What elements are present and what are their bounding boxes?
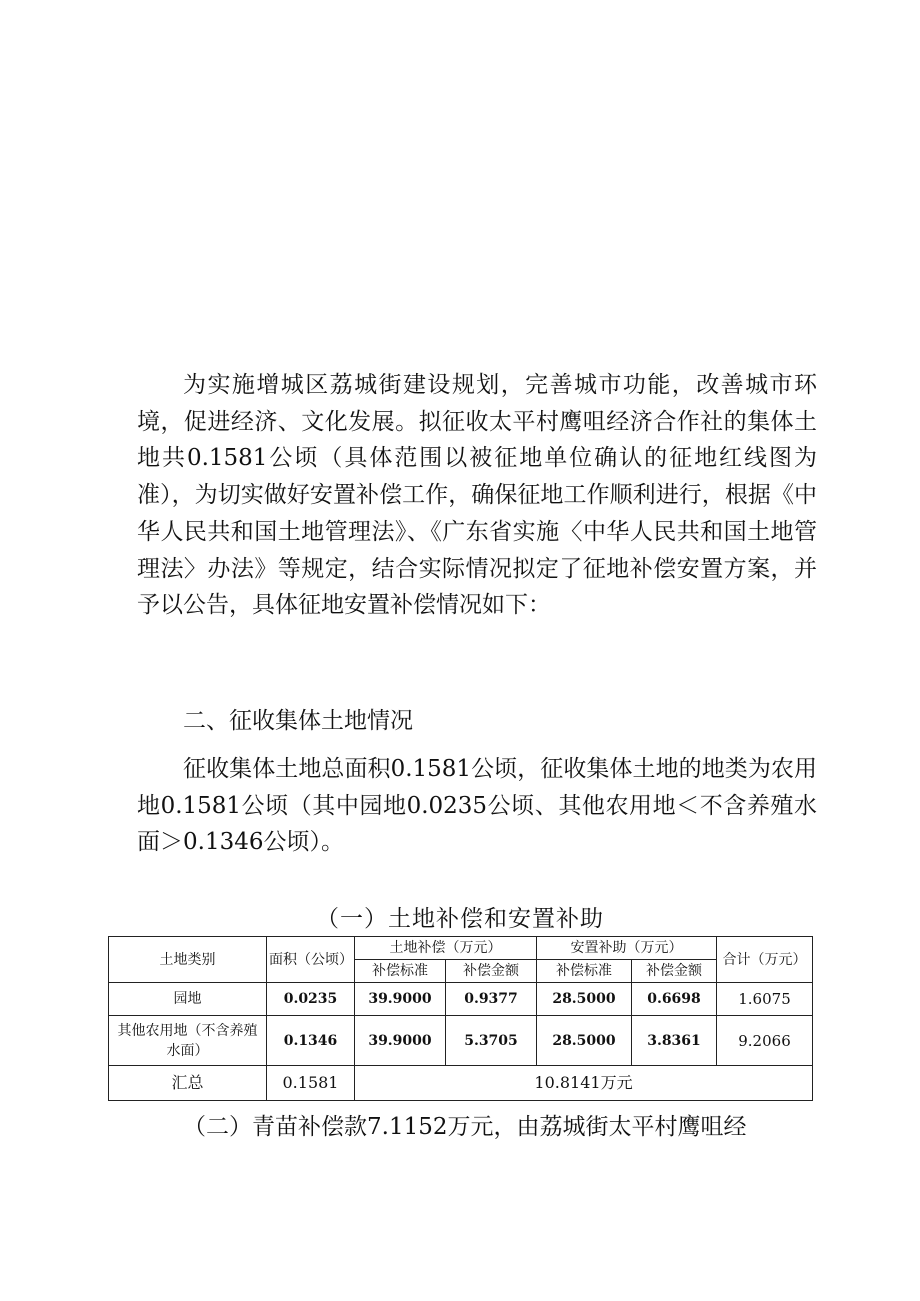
- header-resettlement: 安置补助（万元）: [537, 937, 717, 960]
- row-resettle-standard: 28.5000: [537, 1016, 632, 1066]
- row-land-amount: 5.3705: [446, 1016, 537, 1066]
- header-total: 合计（万元）: [717, 937, 813, 983]
- row-land-standard: 39.9000: [355, 1016, 446, 1066]
- table-row: [109, 1016, 813, 1066]
- header-land-type: 土地类别: [109, 937, 267, 983]
- subheader-land-standard: 补偿标准: [355, 960, 446, 983]
- header-land-compensation: 土地补偿（万元）: [355, 937, 537, 960]
- row-total: 9.2066: [717, 1016, 813, 1066]
- subheader-resettle-amount: 补偿金额: [632, 960, 717, 983]
- row-land-standard: 39.9000: [355, 983, 446, 1016]
- summary-area: 0.1581: [267, 1066, 355, 1101]
- subheader-resettle-standard: 补偿标准: [537, 960, 632, 983]
- table-row: [109, 983, 813, 1016]
- row-land-type: 其他农用地（不含养殖水面）: [109, 1016, 267, 1066]
- row-resettle-amount: 0.6698: [632, 983, 717, 1016]
- intro-paragraph: 为实施增城区荔城街建设规划，完善城市功能，改善城市环境，促进经济、文化发展。拟征收太平村鹰咀经济合作社的集体土地共0.1581公顷（具体范围以被征地单位确认的征地红线图为准），为切实做好安置补偿工作，确保征地工作顺利进行，根据《中华人民共和国土地管理法》、《广东省实施〈中华人民共和国土地管理法〉办法》等规定，结合实际情况拟定了征地补偿安置方案，并予以公告，具体征地安置补偿情况如下：: [137, 372, 817, 619]
- summary-label: 汇总: [109, 1066, 267, 1101]
- section-heading: 二、征收集体土地情况: [183, 708, 413, 734]
- compensation-table: [108, 936, 813, 1101]
- row-land-type: 园地: [109, 983, 267, 1016]
- row-area: 0.0235: [267, 983, 355, 1016]
- subheader-land-amount: 补偿金额: [446, 960, 537, 983]
- row-land-amount: 0.9377: [446, 983, 537, 1016]
- table-title: （一）土地补偿和安置补助: [316, 906, 604, 932]
- row-total: 1.6075: [717, 983, 813, 1016]
- seedling-compensation-line: （二）青苗补偿款7.1152万元，由荔城街太平村鹰咀经: [183, 1114, 747, 1140]
- header-area: 面积（公顷）: [267, 937, 355, 983]
- table-header-row: [109, 937, 813, 960]
- summary-total: 10.8141万元: [355, 1066, 813, 1101]
- row-area: 0.1346: [267, 1016, 355, 1066]
- row-resettle-standard: 28.5000: [537, 983, 632, 1016]
- row-resettle-amount: 3.8361: [632, 1016, 717, 1066]
- table-summary-row: [109, 1066, 813, 1101]
- land-summary-paragraph: 征收集体土地总面积0.1581公顷，征收集体土地的地类为农用地0.1581公顷（其中园地0.0235公顷、其他农用地＜不含养殖水面＞0.1346公顷）。: [137, 756, 817, 856]
